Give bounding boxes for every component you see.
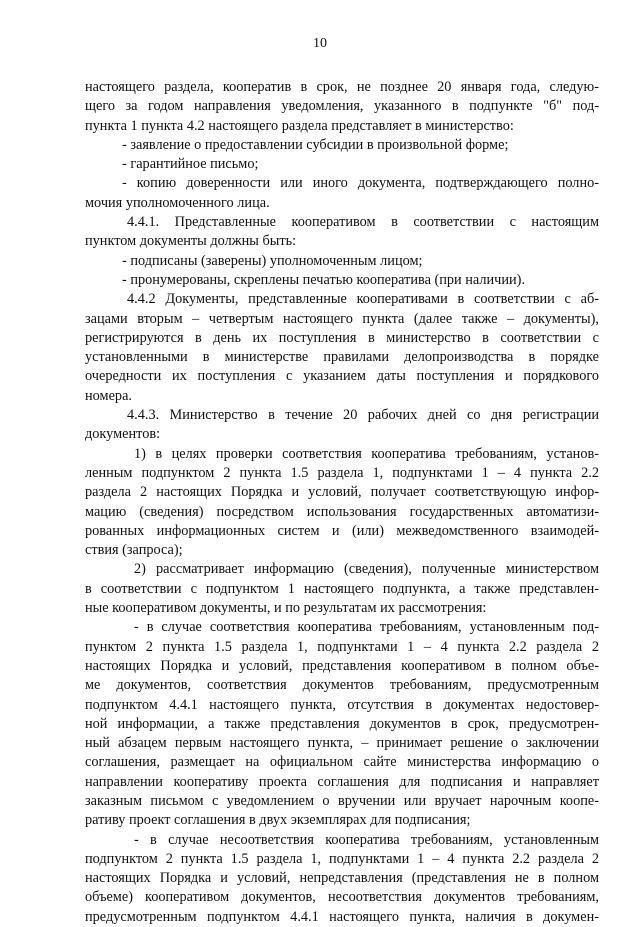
page-number: 10 [313, 36, 327, 51]
text-line: ме документов, соответствия документов требованиям, предусмотренным [85, 677, 599, 694]
text-line: очередности их поступления с указанием даты поступления и порядкового [85, 368, 599, 385]
text-line: в соответствии с подпунктом 1 настоящего подпункта, а также представлен- [85, 580, 599, 597]
text-line: настоящего раздела, кооператив в срок, не позднее 20 января года, следую- [85, 79, 599, 95]
text-line: 4.4.3. Министерство в течение 20 рабочих дней со дня регистрации [127, 407, 599, 424]
text-line: ные кооперативом документы, и по результатам их рассмотрения: [85, 600, 487, 617]
text-line: 4.4.1. Представленные кооперативом в соответствии с настоящим [127, 214, 599, 231]
text-line: ствия (запроса); [85, 542, 183, 559]
text-line: 4.4.2 Документы, представленные кооперативами в соответствии с аб- [127, 291, 599, 308]
text-line: документов: [85, 426, 161, 443]
text-line: ный абзацем первым настоящего пункта, – принимает решение о заключении [85, 735, 599, 752]
text-line: объеме) кооперативом документов, несоответствия документов требованиям, [85, 889, 599, 906]
text-line: подпунктом 4.4.1 настоящего пункта, отсутствия в документах недостовер- [85, 696, 599, 713]
text-line: соглашения, размещает на официальном сайте министерства информацию о [85, 754, 599, 771]
text-line: настоящих Порядка и условий, непредставления (представления не в полном [85, 870, 599, 887]
text-line: 1) в целях проверки соответствия кооператива требованиям, установ- [134, 445, 599, 462]
text-line: направлении кооперативу проекта соглашения для подписания и направляет [85, 773, 599, 790]
document-body [85, 78, 599, 927]
text-line: пунктом 2 пункта 1.5 раздела 1, подпунктами 1 – 4 пункта 2.2 раздела 2 [85, 638, 599, 655]
text-line: - в случае соответствия кооператива требованиям, установленным под- [134, 619, 599, 636]
text-line: ративу проект соглашения в двух экземплярах для подписания; [85, 812, 471, 829]
text-line: пункта 1 пункта 4.2 настоящего раздела представляет в министерство: [85, 117, 514, 134]
text-line: мацию (сведения) посредством использования государственных автоматизи- [85, 503, 599, 520]
text-line: пунктом документы должны быть: [85, 233, 297, 250]
text-line: мочия уполномоченного лица. [85, 194, 270, 211]
text-line: ной информации, а также представления документов в срок, предусмотрен- [85, 715, 599, 732]
text-line: 2) рассматривает информацию (сведения), полученные министерством [134, 561, 599, 578]
text-line: - подписаны (заверены) уполномоченным лицом; [122, 252, 423, 269]
text-line: - пронумерованы, скреплены печатью кооператива (при наличии). [122, 271, 526, 288]
text-line: заказным письмом с уведомлением о вручении или вручает нарочным коопе- [85, 792, 599, 809]
text-line: номера. [85, 387, 132, 404]
text-line: подпунктом 2 пункта 1.5 раздела 1, подпунктами 1 – 4 пункта 2.2 раздела 2 [85, 850, 599, 867]
text-line: - копию доверенности или иного документа, подтверждающего полно- [122, 175, 599, 192]
text-line: - гарантийное письмо; [122, 156, 259, 173]
text-line: - в случае несоответствия кооператива требованиям, установленным [134, 831, 599, 848]
text-line: - заявление о предоставлении субсидии в произвольной форме; [122, 136, 509, 153]
text-line: щего за годом направления уведомления, указанного в подпункте "б" под- [85, 98, 599, 115]
text-line: настоящих Порядка и условий, представления кооперативом в полном объе- [85, 657, 599, 674]
text-line: регистрируются в день их поступления в министерство в соответствии с [85, 329, 599, 346]
text-line: зацами вторым – четвертым настоящего пункта (далее также – документы), [85, 310, 599, 327]
text-line: предусмотренным подпунктом 4.4.1 настоящего пункта, наличия в докумен- [85, 908, 599, 925]
text-line: установленными в министерстве правилами делопроизводства в порядке [85, 349, 599, 366]
text-line: ленным подпунктом 2 пункта 1.5 раздела 1, подпунктами 1 – 4 пункта 2.2 [85, 464, 599, 481]
text-line: рованных информационных систем и (или) межведомственного взаимодей- [85, 522, 599, 539]
text-line: раздела 2 настоящих Порядка и условий, получает соответствующую инфор- [85, 484, 599, 501]
